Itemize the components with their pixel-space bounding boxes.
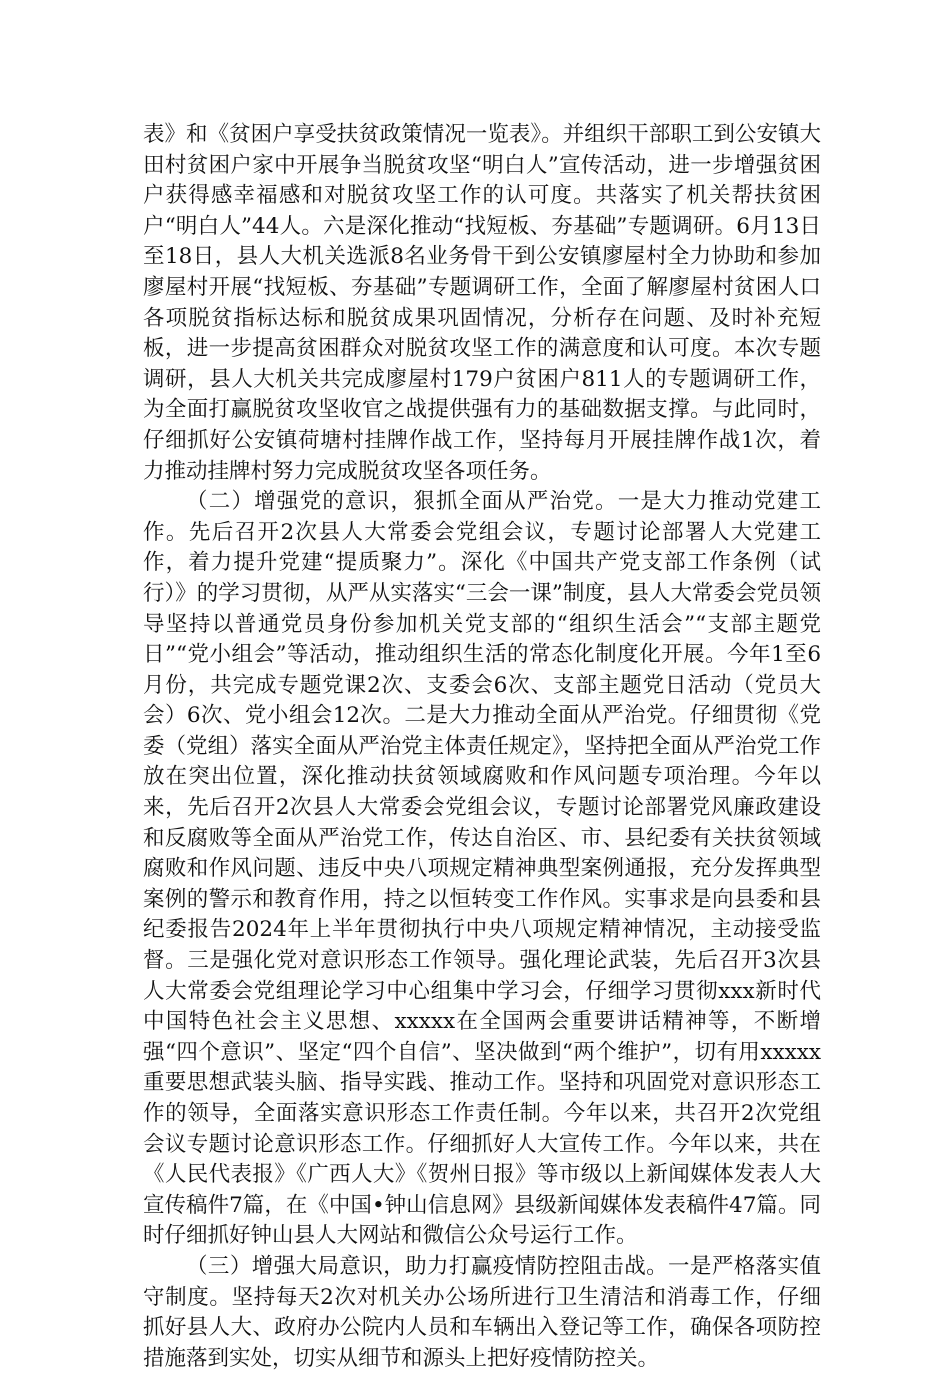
document-page [143,120,821,1374]
paragraph-party-discipline: （二）增强党的意识，狠抓全面从严治党。一是大力推动党建工作。先后召开2次县人大常委会党组会议，专题讨论部署人大党建工作，着力提升党建“提质聚力”。深化《中国共产党支部工作条例（试行）》的学习贯彻，从严从实落实“三会一课”制度，县人大常委会党员领导坚持以普通党员身份参加机关党支部的“组织生活会”“支部主题党日”“党小组会”等活动，推动组织生活的常态化制度化开展。今年1至6月份，共完成专题党课2次、支委会6次、支部主题党日活动（党员大会）6次、党小组会12次。二是大力推动全面从严治党。仔细贯彻《党委（党组）落实全面从严治党主体责任规定》，坚持把全面从严治党工作放在突出位置，深化推动扶贫领域腐败和作风问题专项治理。今年以来，先后召开2次县人大常委会党组会议，专题讨论部署党风廉政建设和反腐败等全面从严治党工作，传达自治区、市、县纪委有关扶贫领域腐败和作风问题、违反中央八项规定精神典型案例通报，充分发挥典型案例的警示和教育作用，持之以恒转变工作作风。实事求是向县委和县纪委报告2024年上半年贯彻执行中央八项规定精神情况，主动接受监督。三是强化党对意识形态工作领导。强化理论武装，先后召开3次县人大常委会党组理论学习中心组集中学习会，仔细学习贯彻xxx新时代中国特色社会主义思想、xxxxx在全国两会重要讲话精神等，不断增强“四个意识”、坚定“四个自信”、坚决做到“两个维护”，切有用xxxxx重要思想武装头脑、指导实践、推动工作。坚持和巩固党对意识形态工作的领导，全面落实意识形态工作责任制。今年以来，共召开2次党组会议专题讨论意识形态工作。仔细抓好人大宣传工作。今年以来，共在《人民代表报》《广西人大》《贺州日报》等市级以上新闻媒体发表人大宣传稿件7篇，在《中国•钟山信息网》县级新闻媒体发表稿件47篇。同时仔细抓好钟山县人大网站和微信公众号运行工作。 [143,489,821,1249]
paragraph-poverty-alleviation-continued: 表》和《贫困户享受扶贫政策情况一览表》。并组织干部职工到公安镇大田村贫困户家中开展争当脱贫攻坚“明白人”宣传活动，进一步增强贫困户获得感幸福感和对脱贫攻坚工作的认可度。共落实了机关帮扶贫困户“明白人”44人。六是深化推动“找短板、夯基础”专题调研。6月13日至18日，县人大机关选派8名业务骨干到公安镇廖屋村全力协助和参加廖屋村开展“找短板、夯基础”专题调研工作，全面了解廖屋村贫困人口各项脱贫指标达标和脱贫成果巩固情况，分析存在问题、及时补充短板，进一步提高贫困群众对脱贫攻坚工作的满意度和认可度。本次专题调研，县人大机关共完成廖屋村179户贫困户811人的专题调研工作，为全面打赢脱贫攻坚收官之战提供强有力的基础数据支撑。与此同时，仔细抓好公安镇荷塘村挂牌作战工作，坚持每月开展挂牌作战1次，着力推动挂牌村努力完成脱贫攻坚各项任务。 [143,122,821,484]
paragraph-epidemic-prevention: （三）增强大局意识，助力打赢疫情防控阻击战。一是严格落实值守制度。坚持每天2次对机关办公场所进行卫生清洁和消毒工作，仔细抓好县人大、政府办公院内人员和车辆出入登记等工作，确保各项防控措施落到实处，切实从细节和源头上把好疫情防控关。 [143,1253,821,1371]
